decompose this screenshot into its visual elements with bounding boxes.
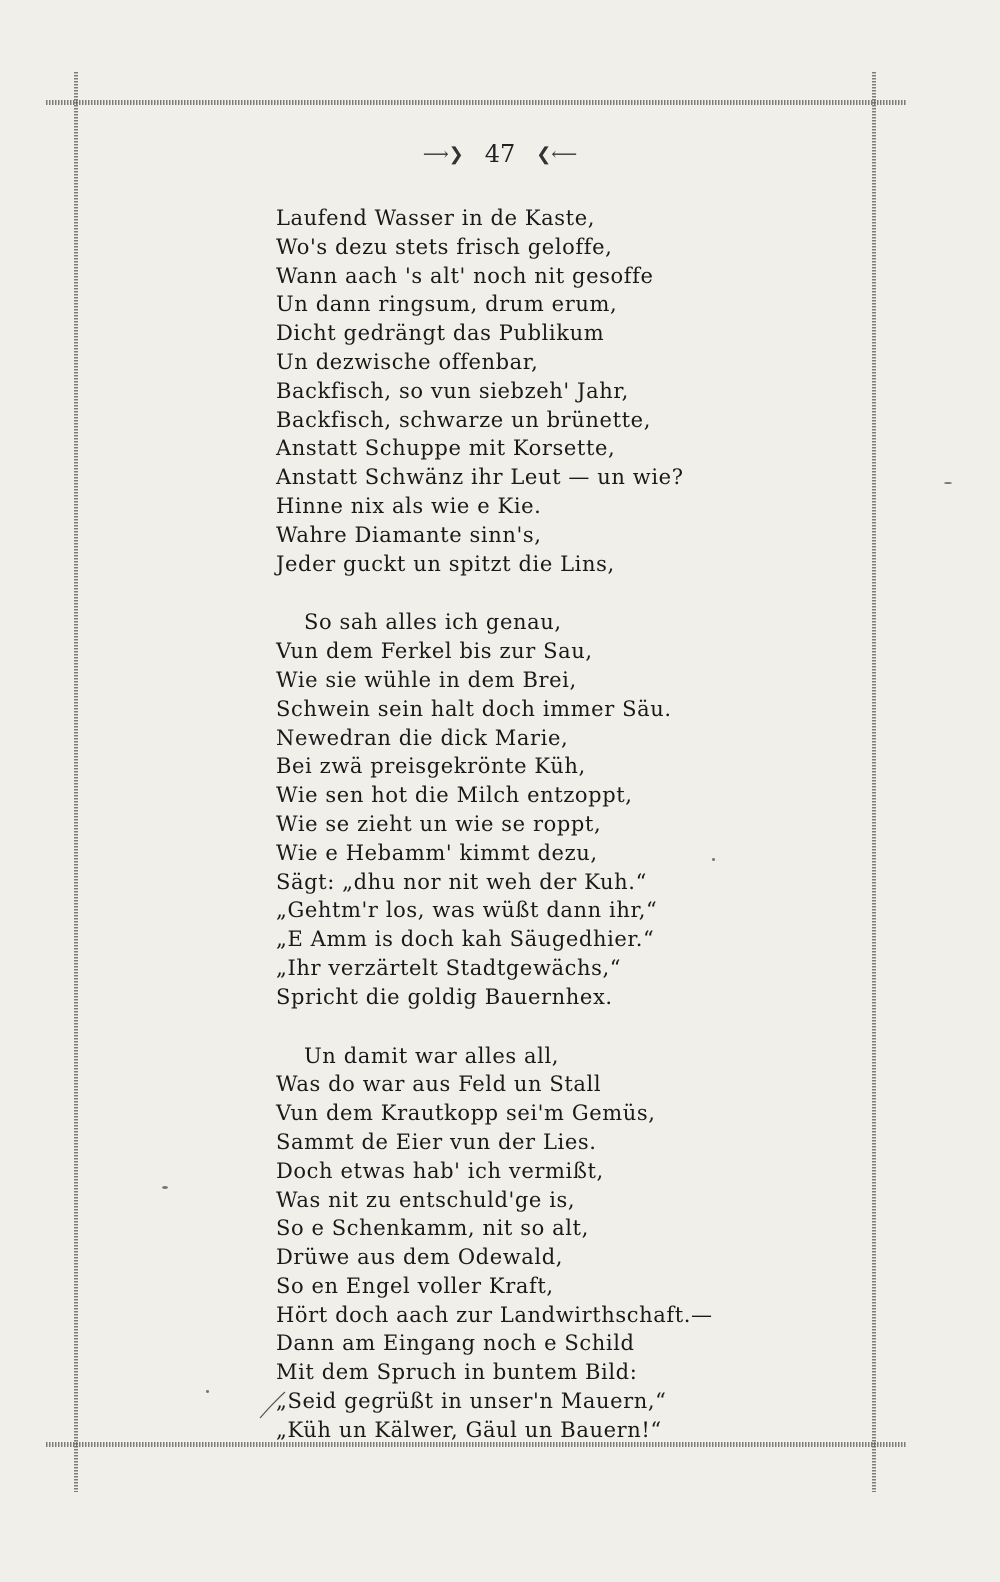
ornament-right-icon: ❮⟵ [536, 143, 578, 165]
pencil-mark-icon [258, 1390, 288, 1420]
verse-line: „E Amm is doch kah Säugedhier.“ [276, 927, 655, 952]
verse-line: Un damit war alles all, [304, 1043, 560, 1068]
verse-line: Sägt: „dhu nor nit weh der Kuh.“ [276, 869, 647, 894]
verse-line: Drüwe aus dem Odewald, [276, 1245, 564, 1270]
verse-line: Backfisch, so vun siebzeh' Jahr, [276, 378, 629, 403]
verse-line: Laufend Wasser in de Kaste, [276, 206, 595, 230]
verse-line: Wahre Diamante sinn's, [276, 522, 542, 547]
left-border-rule [74, 72, 78, 1492]
verse-line: So sah alles ich genau, [304, 610, 562, 635]
verse-line: Schwein sein halt doch immer Säu. [276, 696, 672, 721]
verse-line: Un dann ringsum, drum erum, [276, 292, 618, 317]
verse-line: Doch etwas hab' ich vermißt, [276, 1158, 604, 1183]
verse-line: Anstatt Schuppe mit Korsette, [276, 436, 616, 461]
verse-line: Hinne nix als wie e Kie. [276, 493, 542, 518]
verse-line: Wo's dezu stets frisch geloffe, [276, 234, 613, 259]
verse-line: So en Engel voller Kraft, [276, 1273, 554, 1298]
verse-line: „Seid gegrüßt in unser'n Mauern,“ [276, 1389, 667, 1414]
verse-line: Backfisch, schwarze un brünette, [276, 407, 651, 432]
verse-line: Vun dem Krautkopp sei'm Gemüs, [276, 1101, 656, 1126]
page-number: 47 [484, 140, 516, 168]
top-border-rule [46, 100, 906, 105]
verse-line: Dann am Eingang noch e Schild [276, 1331, 635, 1356]
verse-line: Newedran die dick Marie, [276, 725, 569, 750]
paper-speck [162, 1186, 168, 1189]
verse-line: „Ihr verzärtelt Stadtgewächs,“ [276, 955, 622, 980]
verse-line: Mit dem Spruch in buntem Bild: [276, 1360, 638, 1385]
paper-speck [944, 482, 952, 484]
verse-line: Anstatt Schwänz ihr Leut — un wie? [276, 465, 684, 490]
right-border-rule [872, 72, 876, 1492]
verse-line: Sammt de Eier vun der Lies. [276, 1129, 597, 1154]
verse-line: „Küh un Kälwer, Gäul un Bauern!“ [276, 1417, 662, 1442]
poem-text [276, 204, 713, 1445]
verse-line: „Gehtm'r los, was wüßt dann ihr,“ [276, 898, 658, 923]
page-header [0, 140, 1000, 168]
verse-line: Spricht die goldig Bauernhex. [276, 984, 613, 1009]
verse-line: Un dezwische offenbar, [276, 349, 539, 374]
stanza-3 [276, 1042, 713, 1445]
verse-line: Was do war aus Feld un Stall [276, 1072, 602, 1097]
verse-line: Jeder guckt un spitzt die Lins, [276, 551, 615, 576]
ornament-left-icon: ⟶❯ [422, 143, 464, 165]
verse-line: Wie e Hebamm' kimmt dezu, [276, 840, 598, 865]
stanza-2 [276, 608, 696, 1011]
verse-line: Was nit zu entschuld'ge is, [276, 1187, 576, 1212]
stanza-1 [276, 204, 696, 578]
verse-line: Wie sie wühle in dem Brei, [276, 667, 577, 692]
verse-line: Bei zwä preisgekrönte Küh, [276, 754, 586, 779]
verse-line: Wie se zieht un wie se roppt, [276, 811, 602, 836]
paper-speck [206, 1390, 209, 1393]
verse-line: Wann aach 's alt' noch nit gesoffe [276, 263, 654, 288]
verse-line: Wie sen hot die Milch entzoppt, [276, 783, 633, 808]
verse-line: Dicht gedrängt das Publikum [276, 321, 605, 346]
paper-speck [712, 858, 715, 861]
verse-line: So e Schenkamm, nit so alt, [276, 1216, 589, 1241]
verse-line: Hört doch aach zur Landwirthschaft.— [276, 1302, 713, 1327]
verse-line: Vun dem Ferkel bis zur Sau, [276, 639, 593, 664]
